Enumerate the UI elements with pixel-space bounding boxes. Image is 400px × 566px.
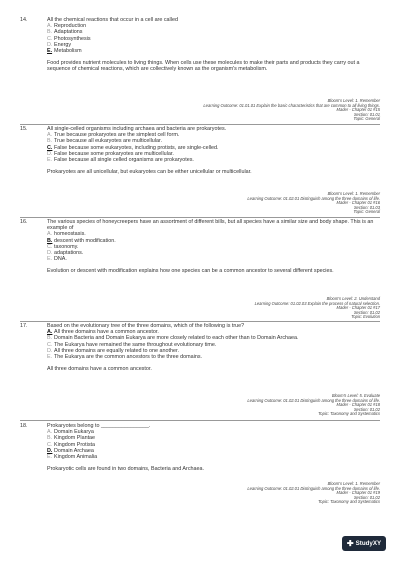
- option-e-correct: E. Metabolism: [47, 48, 82, 55]
- option-c: C. The Eukarya have remained the same throughout evolutionary time.: [47, 341, 217, 348]
- question-16: [20, 219, 380, 275]
- answer-explanation: All three domains have a common ancestor.: [47, 366, 152, 373]
- option-c-correct: C. False because some eukaryotes, including protists, are single-celled.: [47, 144, 219, 151]
- option-d: D. Energy: [47, 41, 72, 48]
- divider: [20, 217, 380, 218]
- answer-options: [47, 23, 380, 54]
- option-b: B. True because all eukaryotes are multicellular.: [47, 138, 162, 145]
- option-e: E. False because all single celled organisms are prokaryotes.: [47, 157, 194, 164]
- studyxy-logo: [342, 536, 386, 551]
- answer-explanation: Food provides nutrient molecules to living things. When cells use these molecules to make their parts and products they carry out a sequence of chemical reactions, which are collectively known as the organism's metabolism.: [47, 60, 360, 73]
- answer-options: [47, 132, 380, 163]
- question-stem: The various species of honeycreepers have an assortment of different bills, but all species have a similar size and body shape. This is an example of: [47, 219, 374, 232]
- question-stem: All the chemical reactions that occur in a cell are called: [47, 17, 178, 23]
- question-number: 14.: [20, 17, 28, 23]
- question-number: 18.: [20, 423, 28, 429]
- question-17: [20, 323, 380, 372]
- question-14: [20, 17, 380, 73]
- question-number: 17.: [20, 323, 28, 329]
- option-d-correct: D. Domain Archaea: [47, 447, 94, 454]
- option-d: D. adaptations.: [47, 250, 84, 257]
- answer-options: [47, 329, 380, 360]
- question-stem: Based on the evolutionary tree of the three domains, which of the following is true?: [47, 323, 245, 329]
- option-b: B. Domain Bacteria and Domain Eukarya are more closely related to each other than to Domain Archaea.: [47, 335, 299, 342]
- answer-explanation: Evolution or descent with modification explains how one species can be a common ancestor to several different species.: [47, 268, 334, 275]
- logo-text: StudyXY: [355, 540, 382, 547]
- option-d: D. All three domains are equally related to one another.: [47, 347, 179, 354]
- question-metadata: Bloom's Level: 1. Remember Learning Outcome: 01.02.01 Distinguish among the three domains of life. Mader - Chapter 01 #19 Section: 01.02 Topic: Taxonomy and Systematics: [247, 481, 380, 505]
- answer-options: [47, 231, 380, 262]
- option-a: A. homeostasis.: [47, 231, 86, 238]
- question-metadata: Bloom's Level: 1. Remember Learning Outcome: 01.02.01 Distinguish among the three domains of life. Mader - Chapter 01 #16 Section: 01.03 Topic: General: [247, 191, 380, 215]
- question-18: [20, 423, 380, 472]
- divider: [20, 124, 380, 125]
- option-e: E. Kingdom Animalia: [47, 454, 98, 461]
- question-metadata: Bloom's Level: 2. Understand Learning Outcome: 01.02.03 Explain the process of natural selection. Mader - Chapter 01 #17 Section: 01.02 Topic: Evolution: [254, 296, 380, 320]
- divider: [20, 321, 380, 322]
- question-stem: All single-celled organisms including archaea and bacteria are prokaryotes.: [47, 126, 227, 132]
- question-number: 16.: [20, 219, 28, 225]
- option-e: E. DNA.: [47, 256, 67, 263]
- option-a: A. True because prokaryotes are the simplest cell form.: [47, 132, 180, 139]
- answer-options: [47, 429, 380, 460]
- option-c: C. Photosynthesis: [47, 35, 91, 42]
- option-d: D. False because some prokaryotes are multicellular.: [47, 150, 174, 157]
- plus-icon: ✚: [346, 538, 354, 548]
- question-15: [20, 126, 380, 175]
- question-metadata: Bloom's Level: 5. Evaluate Learning Outcome: 01.02.01 Distinguish among the three domains of life. Mader - Chapter 01 #18 Section: 01.02 Topic: Taxonomy and Systematics: [247, 393, 380, 417]
- option-c: C. Kingdom Protista: [47, 441, 96, 448]
- divider: [20, 420, 380, 421]
- option-b: B. Adaptations: [47, 29, 83, 36]
- option-b-correct: B. descent with modification.: [47, 237, 116, 244]
- question-metadata: Bloom's Level: 1. Remember Learning Outcome: 01.01.01 Explain the basic characteristics that are common to all living things. Mader - Chapter 01 #15 Section: 01.01 Topic: General: [203, 98, 380, 122]
- option-b: B. Kingdom Plantae: [47, 435, 96, 442]
- option-a: A. Reproduction: [47, 23, 87, 30]
- option-e: E. The Eukarya are the common ancestors to the three domains.: [47, 354, 203, 361]
- answer-explanation: Prokaryotes are all unicellular, but eukaryotes can be either unicellular or multicellular.: [47, 169, 252, 176]
- option-a-correct: A. All three domains have a common ancestor.: [47, 329, 159, 336]
- option-c: C. taxonomy.: [47, 243, 79, 250]
- answer-explanation: Prokaryotic cells are found in two domains, Bacteria and Archaea.: [47, 466, 205, 473]
- question-number: 15.: [20, 126, 28, 132]
- option-a: A. Domain Eukarya: [47, 429, 94, 436]
- question-stem: Prokaryotes belong to ________________.: [47, 423, 151, 429]
